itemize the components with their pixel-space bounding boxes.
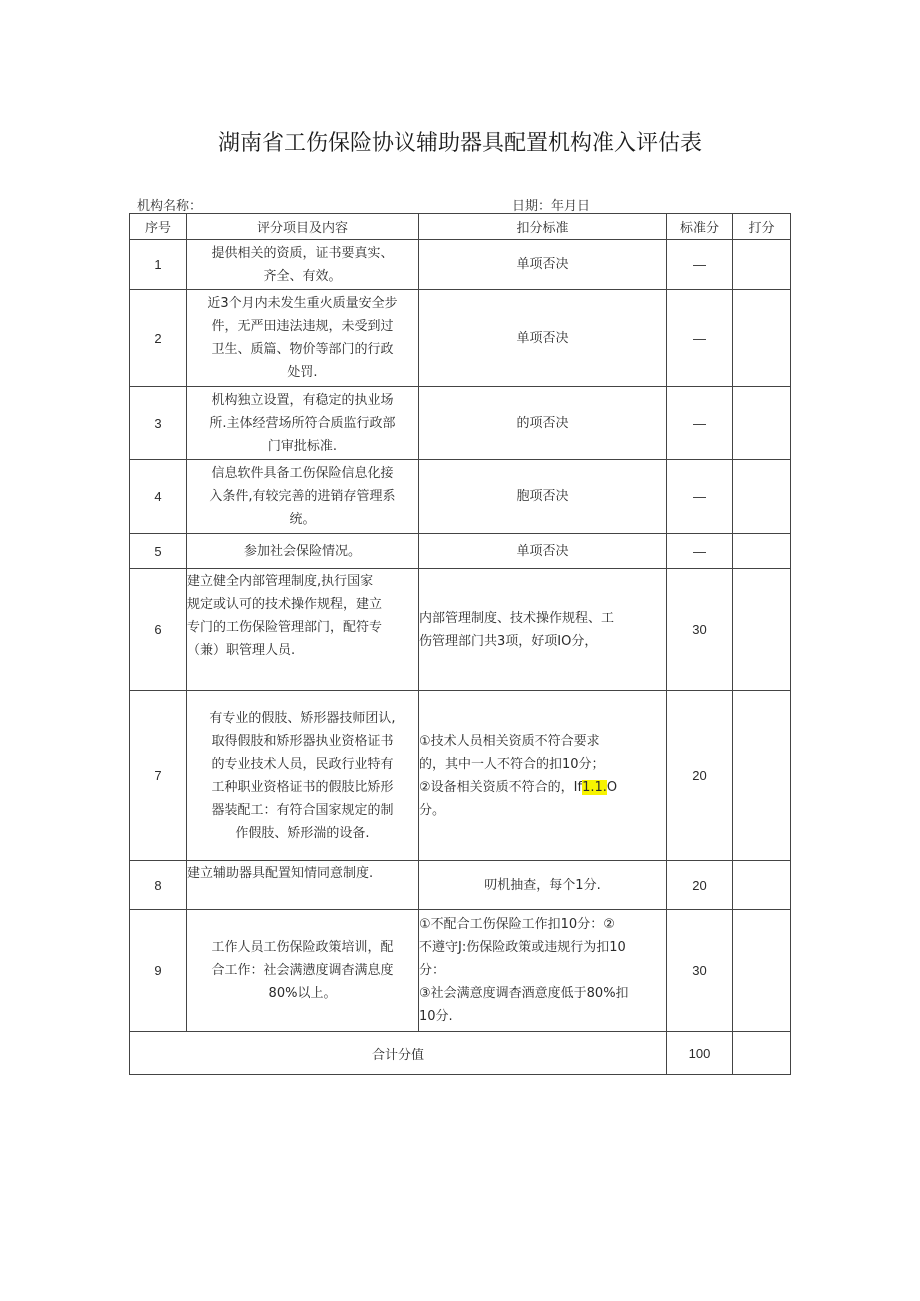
score-cell[interactable] — [733, 387, 791, 460]
total-row — [130, 1032, 791, 1075]
standard-score: 30 — [667, 910, 733, 1032]
row-number: 5 — [130, 534, 187, 569]
criteria — [419, 240, 667, 290]
total-value: 100 — [667, 1032, 733, 1075]
table-row — [130, 691, 791, 861]
item-line: 工作人员工伤保险政策培训，配 — [211, 940, 394, 955]
criteria-line: ③社会满意度调杳酒意度低于80%扣 — [419, 986, 629, 1001]
criteria-line: 的项否决 — [516, 415, 569, 431]
row-number: 8 — [130, 861, 187, 910]
item-line: 机构独立设置，有稳定的执业场 — [211, 392, 394, 408]
criteria-line: 叨机抽查，每个1分. — [484, 877, 601, 893]
standard-score: — — [667, 534, 733, 569]
criteria — [419, 861, 667, 910]
table-row — [130, 387, 791, 460]
row-number: 6 — [130, 569, 187, 691]
criteria — [419, 691, 667, 861]
item-line: 所.主体经营场所符合质监行政部 — [209, 415, 396, 431]
item-line: 卫生、质篇、物价等部门的行政 — [211, 342, 394, 357]
score-cell[interactable] — [733, 910, 791, 1032]
score-cell[interactable] — [733, 240, 791, 290]
item-line: 取得假肢和矫形器执业资格证书 — [211, 733, 394, 749]
criteria-line: 单项否决 — [516, 543, 569, 559]
criteria — [419, 290, 667, 387]
item-line: 作假肢、矫形湍的设备. — [235, 825, 370, 841]
item-line: 建立健全内部管理制度,执行国家 — [187, 574, 374, 589]
table-row — [130, 569, 791, 691]
table-row — [130, 861, 791, 910]
total-score-cell[interactable] — [733, 1032, 791, 1075]
standard-score: 20 — [667, 691, 733, 861]
criteria-line: 的，其中一人不符合的扣10分； — [419, 756, 605, 772]
criteria — [419, 387, 667, 460]
criteria-line: 不遵守J:伤保险政策或违规行为扣10 — [419, 940, 626, 955]
table-row — [130, 240, 791, 290]
item-line: 建立辅助器具配置知情同意制度. — [187, 866, 374, 881]
score-cell[interactable] — [733, 290, 791, 387]
item-line: 80%以上。 — [268, 986, 337, 1001]
row-number: 3 — [130, 387, 187, 460]
item-line: 处罚. — [287, 365, 318, 380]
total-label: 合计分值 — [130, 1032, 667, 1075]
date-label: 日期：年月日 — [512, 199, 591, 214]
item-content — [187, 691, 419, 861]
criteria-line: 胞项否决 — [516, 489, 569, 504]
item-content — [187, 910, 419, 1032]
criteria-line: 分： — [419, 963, 446, 978]
criteria-line: 10分. — [419, 1009, 453, 1024]
table-header-row — [130, 214, 791, 240]
criteria — [419, 569, 667, 691]
standard-score: — — [667, 290, 733, 387]
item-line: 信息软件具备工伤保险信息化接 — [211, 466, 394, 481]
header-item: 评分项目及内容 — [187, 214, 419, 240]
criteria-text: ②设备相关资质不符合的，If — [419, 779, 583, 795]
standard-score: — — [667, 240, 733, 290]
table-row — [130, 290, 791, 387]
item-content — [187, 387, 419, 460]
table-row — [130, 460, 791, 534]
score-cell[interactable] — [733, 460, 791, 534]
header-standard-score: 标准分 — [667, 214, 733, 240]
item-line: 有专业的假肢、矫形器技师团认, — [209, 710, 396, 726]
item-line: 合工作：社会满懑度调杳满息度 — [211, 963, 394, 978]
criteria-line: 伤管理部门共3项，好项IO分， — [419, 633, 598, 649]
item-content — [187, 861, 419, 910]
criteria-line: 内部管理制度、技术操作规程、工 — [419, 610, 615, 626]
criteria — [419, 910, 667, 1032]
item-line: 工种职业资格证书的假肢比矫形 — [211, 779, 394, 795]
organization-name-label: 机构名称： — [137, 199, 203, 214]
item-line: 件，无严田违法违规，未受到过 — [211, 319, 394, 334]
row-number: 2 — [130, 290, 187, 387]
header-criteria: 扣分标准 — [419, 214, 667, 240]
criteria-line: ①技术人员相关资质不符合要求 — [419, 733, 600, 749]
item-line: 参加社会保险情况。 — [243, 543, 361, 559]
item-line: 器装配工：有符合国家规定的制 — [211, 802, 394, 818]
item-line: 近3个月内未发生重火质量安全步 — [207, 296, 398, 311]
page-title: 湖南省工伤保险协议辅助器具配置机构准入评估表 — [217, 131, 702, 156]
item-line: 齐全、有效。 — [263, 268, 342, 284]
score-cell[interactable] — [733, 534, 791, 569]
criteria — [419, 460, 667, 534]
criteria-line: 分。 — [419, 802, 446, 818]
criteria-line: 单项否决 — [516, 257, 569, 272]
item-line: 门审批标准. — [267, 438, 338, 454]
evaluation-table — [129, 213, 791, 1075]
criteria-text: O — [606, 779, 618, 795]
criteria-line: ①不配合工伤保险工作扣10分：② — [419, 917, 615, 932]
score-cell[interactable] — [733, 569, 791, 691]
standard-score: — — [667, 387, 733, 460]
score-cell[interactable] — [733, 861, 791, 910]
item-content — [187, 240, 419, 290]
standard-score: — — [667, 460, 733, 534]
criteria-line — [419, 776, 666, 799]
header-number: 序号 — [130, 214, 187, 240]
criteria-line: 单项否决 — [516, 330, 569, 346]
row-number: 7 — [130, 691, 187, 861]
item-line: 专门的工伤保险管理部门，配符专 — [187, 620, 383, 635]
row-number: 9 — [130, 910, 187, 1032]
item-line: （兼）职管理人员. — [187, 643, 296, 658]
table-row — [130, 910, 791, 1032]
item-content — [187, 534, 419, 569]
row-number: 1 — [130, 240, 187, 290]
standard-score: 30 — [667, 569, 733, 691]
item-content — [187, 569, 419, 691]
item-content — [187, 290, 419, 387]
standard-score: 20 — [667, 861, 733, 910]
row-number: 4 — [130, 460, 187, 534]
header-score: 打分 — [733, 214, 791, 240]
score-cell[interactable] — [733, 691, 791, 861]
item-line: 入条件,有较完善的进销存管理系 — [209, 489, 396, 504]
item-line: 规定或认可的技术操作规程，建立 — [187, 597, 383, 612]
highlighted-text: 1.1. — [582, 779, 607, 795]
item-line: 提供相关的资质，证书要真实、 — [211, 245, 394, 261]
item-line: 统。 — [289, 512, 316, 527]
criteria — [419, 534, 667, 569]
table-row — [130, 534, 791, 569]
item-line: 的专业技术人员，民政行业特有 — [211, 756, 394, 772]
item-content — [187, 460, 419, 534]
